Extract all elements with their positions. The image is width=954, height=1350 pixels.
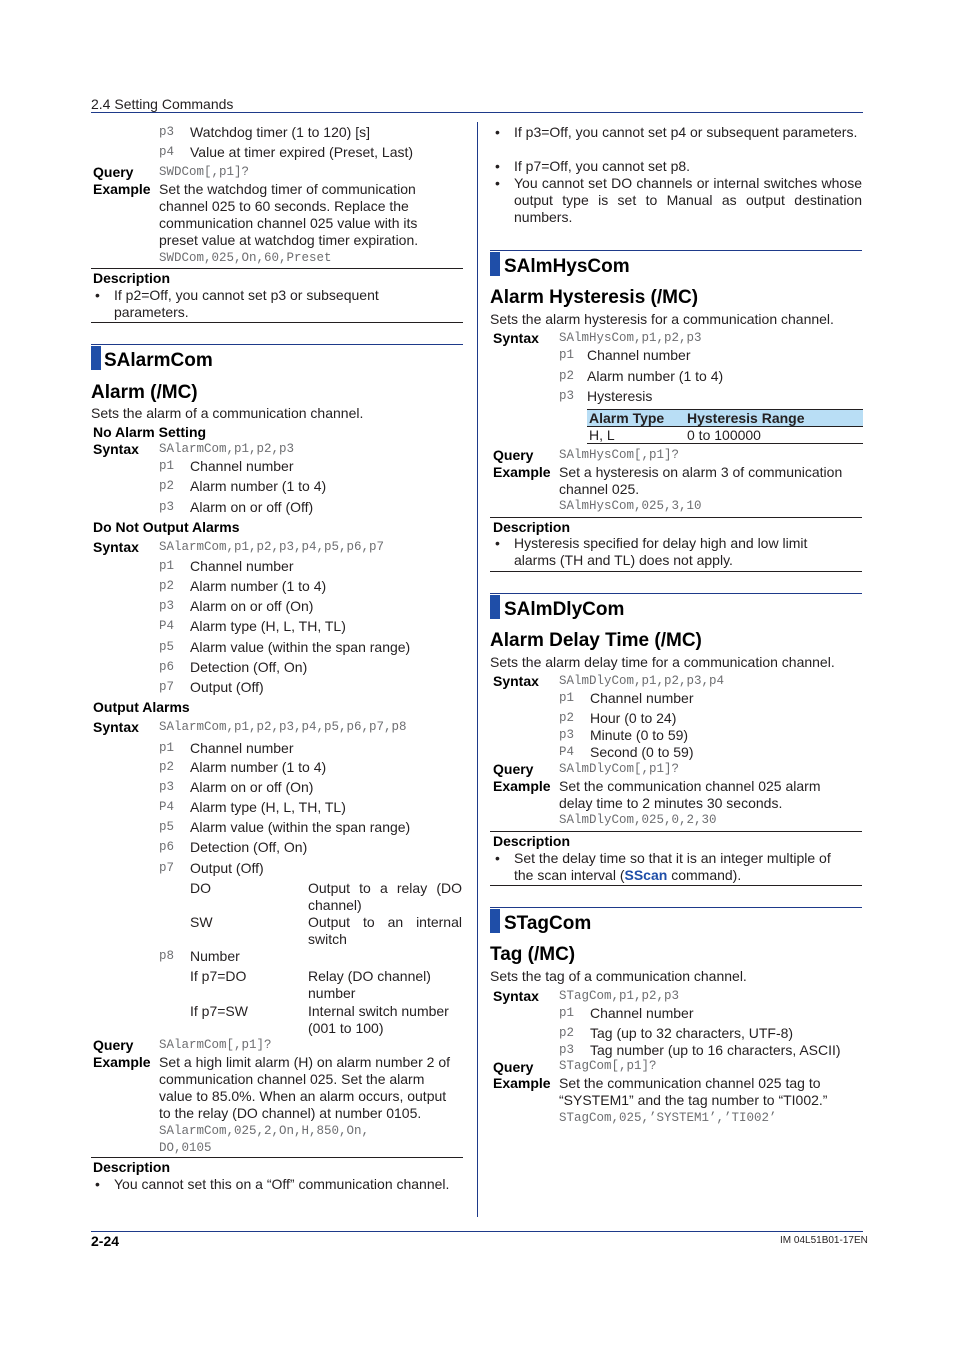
bullet-icon: • [495,850,500,866]
param-text: Alarm value (within the span range) [190,819,411,835]
rule [490,831,862,832]
example-text: Set a hysteresis on alarm 3 of communication channel 025. [559,464,843,497]
param-key: p1 [159,741,175,755]
query-cmd: SAlmHysCom[,p1]? [559,448,680,462]
rule [91,268,463,269]
description-text: If p2=Off, you cannot set p3 or subsequent parameters. [114,287,379,320]
command-title: SAlarmCom [104,350,213,371]
query-label: Query [493,1059,534,1075]
summary: Sets the alarm hysteresis for a communication channel. [490,311,834,327]
example-cmd: SAlmHysCom,025,3,10 [559,499,702,513]
summary: Sets the tag of a communication channel. [490,968,747,984]
syntax-cmd: SAlmHysCom,p1,p2,p3 [559,331,702,345]
section-rule [91,344,463,345]
description-label: Description [93,1159,171,1175]
example-cmd: SAlmDlyCom,025,0,2,30 [559,813,717,827]
bullet-text: If p7=Off, you cannot set p8. [514,158,691,174]
syntax-cmd: SAlmDlyCom,p1,p2,p3,p4 [559,674,725,688]
param-text: Channel number [587,347,691,363]
param-key: p5 [159,820,175,834]
param-key: p1 [559,691,575,705]
query-label: Query [93,164,134,180]
param-text: Detection (Off, On) [190,659,308,675]
rule [490,517,862,518]
param-text: Alarm on or off (On) [190,779,314,795]
syntax-label: Syntax [493,330,539,346]
table-cell: H, L [587,427,685,444]
command-title: SAlmDlyCom [504,599,625,620]
syntax-cmd: STagCom,p1,p2,p3 [559,989,680,1003]
header-rule [91,112,863,113]
param-key: p2 [559,1026,575,1040]
param-text: Alarm number (1 to 4) [587,368,724,384]
example-text: Set the communication channel 025 tag to “SYSTEM1” and the tag number to “TI002.” [559,1075,828,1108]
example-label: Example [493,464,551,480]
param-key: p3 [159,780,175,794]
param-key: p2 [159,579,175,593]
param-key: p3 [559,728,575,742]
bullet-icon: • [95,287,100,303]
example-label: Example [493,1075,551,1091]
param-key: p1 [559,348,575,362]
section-header: 2.4 Setting Commands [91,96,234,112]
subheading: No Alarm Setting [93,424,207,440]
option-text: Relay (DO channel) number [308,968,431,1001]
param-text: Alarm on or off (On) [190,598,314,614]
description-text: Hysteresis specified for delay high and low limit alarms (TH and TL) does not apply. [514,535,808,568]
param-key: p1 [159,459,175,473]
query-label: Query [493,447,534,463]
param-text: Tag (up to 32 characters, UTF-8) [590,1025,794,1041]
param-text: Output (Off) [190,679,264,695]
command-title: SAlmHysCom [504,256,630,277]
syntax-label: Syntax [93,539,139,555]
syntax-cmd: SAlarmCom,p1,p2,p3,p4,p5,p6,p7,p8 [159,720,407,734]
param-key: P4 [159,619,175,633]
table-header: Alarm Type [587,410,685,427]
param-key: p7 [159,861,175,875]
syntax-label: Syntax [93,719,139,735]
syntax-label: Syntax [493,673,539,689]
param-text: Hysteresis [587,388,653,404]
footer-rule [91,1231,863,1232]
section-marker [490,909,500,933]
example-label: Example [93,181,151,197]
hysteresis-range-table [587,409,863,444]
description-text: Set the delay time so that it is an integer multiple of the scan interval (SScan command). [514,850,831,883]
section-title: Tag (/MC) [490,944,576,965]
param-key: P4 [559,745,575,759]
bullet-icon: • [495,175,500,191]
doc-id: IM 04L51B01-17EN [780,1235,868,1246]
param-text: Channel number [590,690,694,706]
rule [91,322,463,323]
example-text: Set the communication channel 025 alarm delay time to 2 minutes 30 seconds. [559,778,821,811]
param-text: Minute (0 to 59) [590,727,689,743]
param-text: Channel number [190,558,294,574]
param-key: p5 [159,640,175,654]
bullet-text: You cannot set DO channels or internal switches whose output type is set to Manual as output destination numbers. [514,175,862,225]
section-title: Alarm Delay Time (/MC) [490,630,702,651]
option-text: Output to an internal switch [308,914,462,947]
param-text: Second (0 to 59) [590,744,694,760]
table-header: Hysteresis Range [685,410,863,427]
syntax-label: Syntax [93,441,139,457]
param-key: p8 [159,949,175,963]
description-label: Description [493,833,571,849]
syntax-cmd: SAlarmCom,p1,p2,p3 [159,442,295,456]
option-key: If p7=SW [190,1003,248,1019]
param-text: Number [190,948,240,964]
param-text: Alarm value (within the span range) [190,639,411,655]
param-text: Alarm on or off (Off) [190,499,314,515]
section-rule [490,593,862,594]
query-cmd: SAlmDlyCom[,p1]? [559,762,680,776]
bullet-icon: • [495,124,500,140]
param-text: Channel number [190,458,294,474]
column-divider [477,122,478,1217]
summary: Sets the alarm delay time for a communication channel. [490,654,835,670]
example-cmd: SAlarmCom,025,2,On,H,850,On, [159,1124,370,1138]
example-cmd: DO,0105 [159,1141,212,1155]
param-key: p3 [159,599,175,613]
page-number: 2-24 [91,1233,120,1249]
rule [490,571,862,572]
summary: Sets the alarm of a communication channel. [91,405,364,421]
option-key: SW [190,914,213,930]
query-label: Query [493,761,534,777]
example-cmd: STagCom,025,’SYSTEM1’,’TI002’ [559,1111,777,1125]
param-key: p7 [159,680,175,694]
param-text: Alarm type (H, L, TH, TL) [190,618,346,634]
param-text: Alarm type (H, L, TH, TL) [190,799,346,815]
param-text: Channel number [190,740,294,756]
bullet-icon: • [495,535,500,551]
option-text: Internal switch number (001 to 100) [308,1003,449,1036]
query-label: Query [93,1037,134,1053]
table-row [587,427,863,444]
param-key: p3 [559,1043,575,1057]
param-text: Alarm number (1 to 4) [190,578,327,594]
param-text: Detection (Off, On) [190,839,308,855]
param-key: p2 [159,479,175,493]
section-marker [91,346,101,370]
bullet-icon: • [95,1176,100,1192]
bullet-icon: • [495,158,500,174]
syntax-label: Syntax [493,988,539,1004]
option-key: If p7=DO [190,968,247,984]
param-key: p2 [159,760,175,774]
query-cmd: SAlarmCom[,p1]? [159,1038,272,1052]
param-text: Hour (0 to 24) [590,710,677,726]
param-key: p6 [159,660,175,674]
section-title: Alarm Hysteresis (/MC) [490,287,699,308]
param-key: P4 [159,800,175,814]
syntax-cmd: SAlarmCom,p1,p2,p3,p4,p5,p6,p7 [159,540,385,554]
query-cmd: SWDCom[,p1]? [159,165,250,179]
subheading: Output Alarms [93,699,190,715]
param-text: Alarm number (1 to 4) [190,478,327,494]
param-key: p4 [159,145,175,159]
example-label: Example [493,778,551,794]
option-text: Output to a relay (DO channel) [308,880,462,913]
rule [490,885,862,886]
option-key: DO [190,880,211,896]
param-key: p6 [159,840,175,854]
param-key: p1 [159,559,175,573]
param-key: p3 [559,389,575,403]
description-label: Description [93,270,171,286]
section-rule [490,907,862,908]
param-key: p3 [159,500,175,514]
rule [91,1157,463,1158]
example-label: Example [93,1054,151,1070]
param-key: p1 [559,1006,575,1020]
param-key: p2 [559,711,575,725]
section-title: Alarm (/MC) [91,382,198,403]
example-cmd: SWDCom,025,On,60,Preset [159,251,332,265]
command-title: STagCom [504,913,592,934]
description-text: You cannot set this on a “Off” communication channel. [114,1176,450,1192]
param-text: Channel number [590,1005,694,1021]
example-text: Set a high limit alarm (H) on alarm number 2 of communication channel 025. Set the alarm value to 85.0%. When an alarm occurs, output to the relay (DO channel) at number 0105. [159,1054,450,1121]
subheading: Do Not Output Alarms [93,519,240,535]
bullet-text: If p3=Off, you cannot set p4 or subsequent parameters. [514,124,858,140]
example-text: Set the watchdog timer of communication channel 025 to 60 seconds. Replace the communication channel 025 value with its preset value at watchdog timer expiration. [159,181,419,248]
table-cell: 0 to 100000 [685,427,863,444]
param-key: p2 [559,369,575,383]
param-text: Tag number (up to 16 characters, ASCII) [590,1042,841,1058]
description-label: Description [493,519,571,535]
section-rule [490,250,862,251]
param-key: p3 [159,125,175,139]
section-marker [490,595,500,619]
param-text: Value at timer expired (Preset, Last) [190,144,414,160]
query-cmd: STagCom[,p1]? [559,1059,657,1073]
section-marker [490,252,500,276]
param-text: Output (Off) [190,860,264,876]
param-text: Alarm number (1 to 4) [190,759,327,775]
sscan-link[interactable]: SScan [624,867,668,883]
param-text: Watchdog timer (1 to 120) [s] [190,124,370,140]
